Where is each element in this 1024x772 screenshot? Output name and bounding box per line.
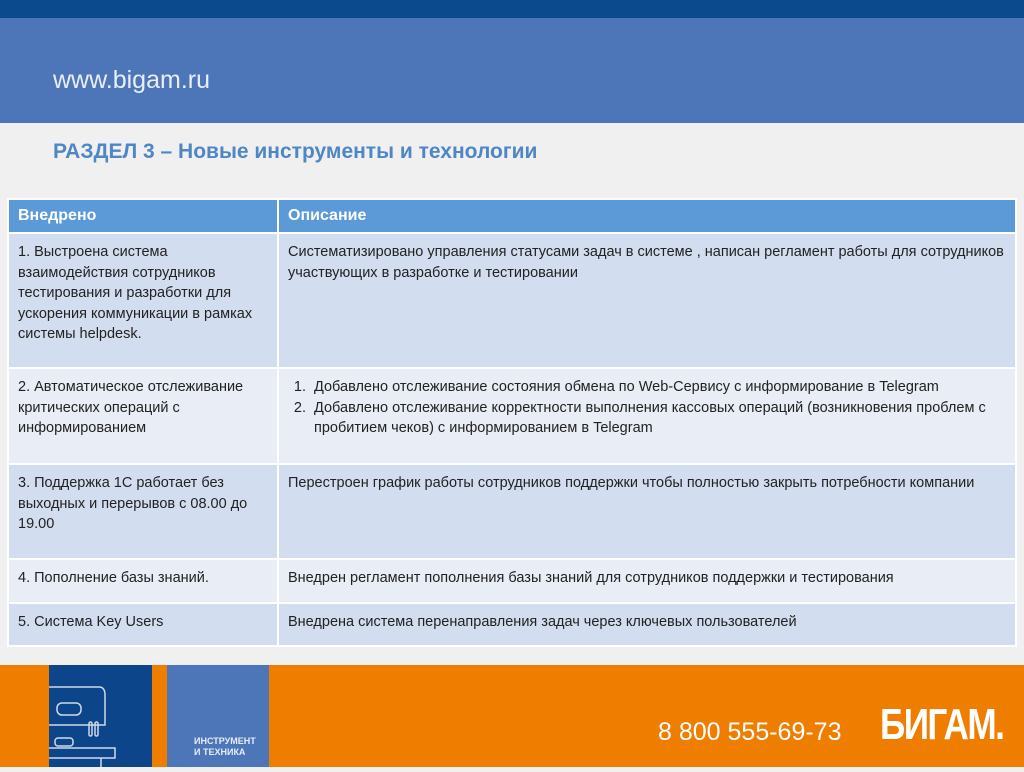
cell-description: Перестроен график работы сотрудников поддержки чтобы полностью закрыть потребности компании (278, 464, 1016, 559)
implementations-table (7, 198, 1017, 647)
phone-number: 8 800 555-69-73 (658, 718, 842, 746)
tagline-line-1: ИНСТРУМЕНТ (194, 736, 256, 746)
column-header-done: Внедрено (8, 199, 278, 233)
table-row (8, 464, 1016, 559)
list-item: 1. Добавлено отслеживание состояния обмена по Web-Сервису с информирование в Telegram (310, 377, 1006, 398)
cell-done: 5. Система Key Users (8, 603, 278, 646)
page-title: РАЗДЕЛ 3 – Новые инструменты и технологии (53, 140, 538, 163)
table-row (8, 368, 1016, 464)
description-list (310, 377, 1006, 439)
cell-description: Внедрен регламент пополнения базы знаний для сотрудников поддержки и тестирования (278, 559, 1016, 603)
bigam-logo: БИГАМ. (880, 700, 1004, 749)
table-row (8, 603, 1016, 646)
tagline-line-2: И ТЕХНИКА (194, 747, 246, 757)
cell-done: 1. Выстроена система взаимодействия сотрудников тестирования и разработки для ускорения коммуникации в рамках системы helpdesk. (8, 233, 278, 368)
list-item: 2. Добавлено отслеживание корректности выполнения кассовых операций (возникновения проблем с пробитием чеков) с информированием в Telegram (310, 398, 1006, 439)
cell-done: 3. Поддержка 1С работает без выходных и перерывов с 08.00 до 19.00 (8, 464, 278, 559)
site-url: www.bigam.ru (53, 66, 210, 94)
cell-description: Систематизировано управления статусами задач в системе , написан регламент работы для сотрудников участвующих в разработке и тестировании (278, 233, 1016, 368)
cell-done: 2. Автоматическое отслеживание критических операций с информированием (8, 368, 278, 464)
jigsaw-tool-icon (49, 665, 152, 767)
footer-band (0, 665, 1024, 767)
tagline (194, 736, 256, 758)
cell-description: Внедрена система перенаправления задач через ключевых пользователей (278, 603, 1016, 646)
cell-description (278, 368, 1016, 464)
column-header-description: Описание (278, 199, 1016, 233)
table-row (8, 233, 1016, 368)
table-row (8, 559, 1016, 603)
cell-done: 4. Пополнение базы знаний. (8, 559, 278, 603)
table-header (8, 199, 1016, 233)
top-bar (0, 0, 1024, 18)
